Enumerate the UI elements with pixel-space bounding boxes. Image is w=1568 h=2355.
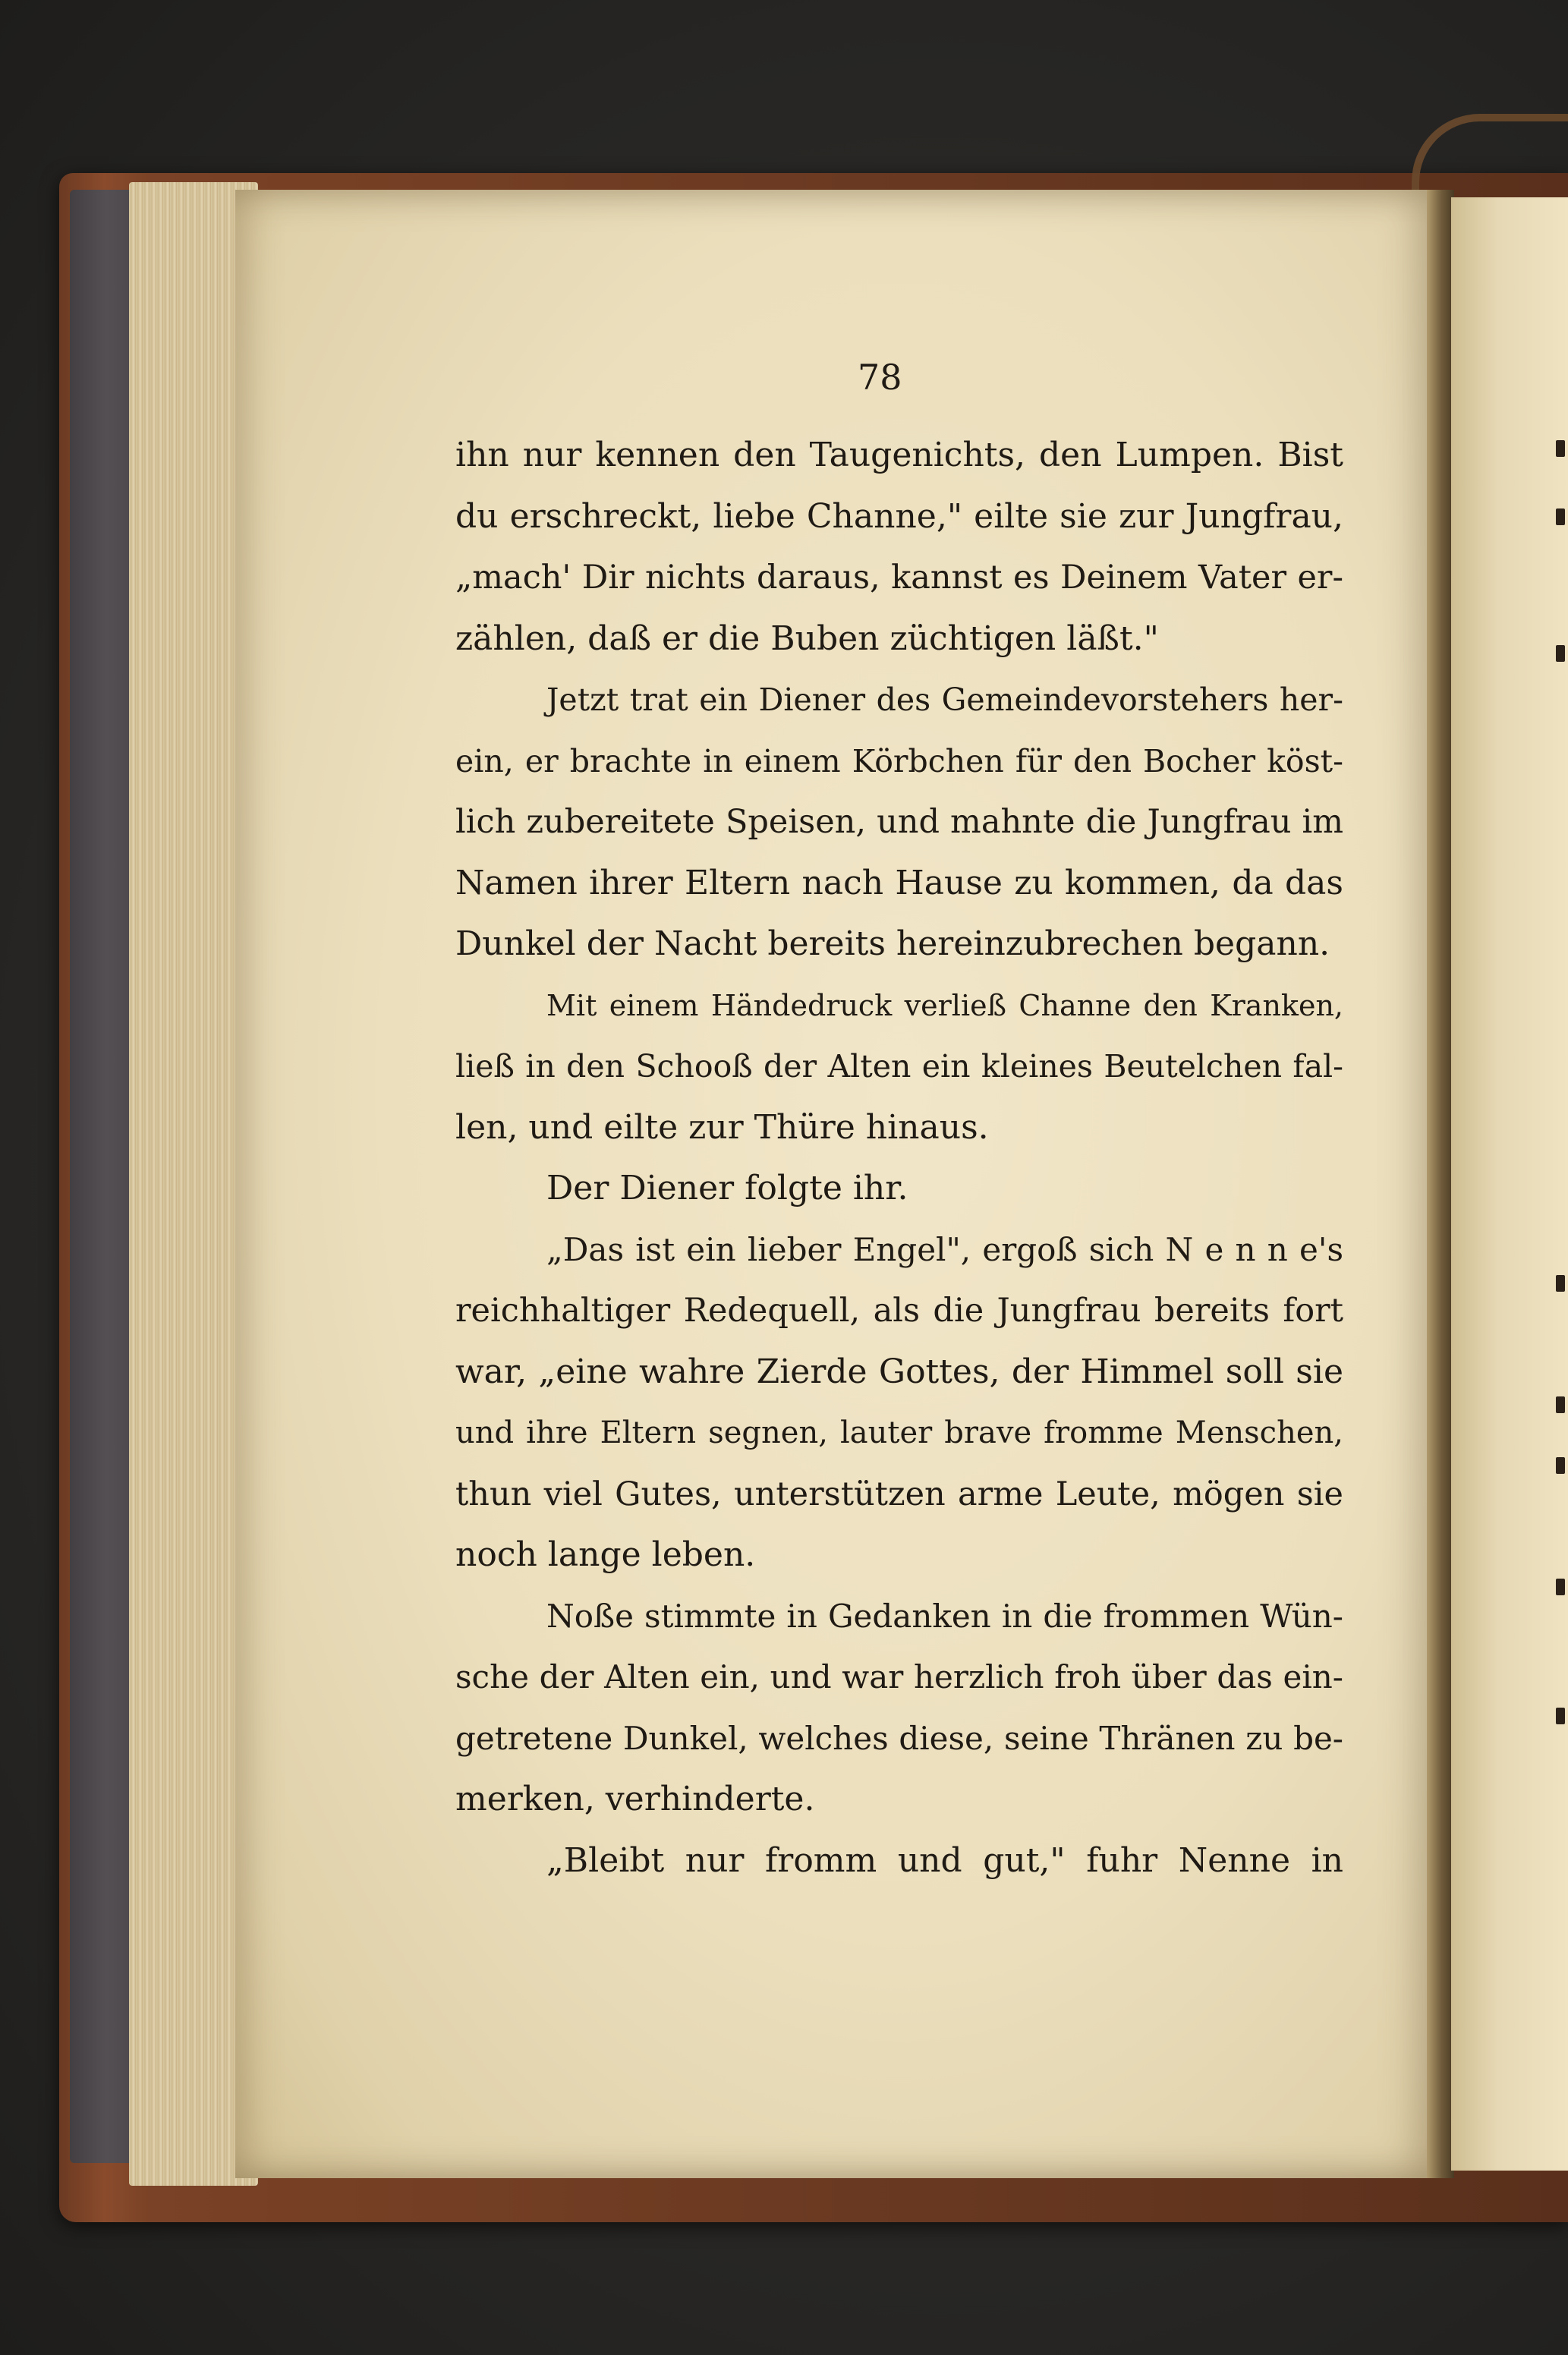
text-line: sche der Alten ein, und war herzlich froh über das ein-	[455, 1658, 1343, 1695]
text-line: Namen ihrer Eltern nach Hause zu kommen, da das	[455, 863, 1343, 902]
text-line: ein, er brachte in einem Körbchen für den Bocher köst-	[455, 742, 1343, 779]
book-page-right-fragment	[1451, 197, 1568, 2171]
right-page-glyph	[1556, 645, 1565, 662]
text-line: Noße stimmte in Gedanken in die frommen Wün-	[546, 1597, 1343, 1635]
right-page-glyph	[1556, 1579, 1565, 1595]
text-line: „Bleibt nur fromm und gut," fuhr Nenne in	[546, 1840, 1343, 1880]
text-line: ihn nur kennen den Taugenichts, den Lumpen. Bist	[455, 436, 1343, 474]
text-line: len, und eilte zur Thüre hinaus.	[455, 1107, 989, 1147]
text-line: zählen, daß er die Buben züchtigen läßt."	[455, 619, 1159, 658]
text-line: „Das ist ein lieber Engel", ergoß sich N e n n e's	[546, 1230, 1343, 1268]
text-line: lich zubereitete Speisen, und mahnte die Jungfrau im	[455, 803, 1343, 841]
right-page-glyph	[1556, 1396, 1565, 1413]
text-line: Dunkel der Nacht bereits hereinzubrechen begann.	[455, 924, 1330, 963]
text-line: Jetzt trat ein Diener des Gemeindevorstehers her-	[546, 682, 1343, 718]
text-line: reichhaltiger Redequell, als die Jungfrau bereits fort	[455, 1292, 1343, 1330]
right-page-glyph	[1556, 1708, 1565, 1724]
text-line: merken, verhinderte.	[455, 1780, 815, 1818]
book-gutter	[1427, 190, 1454, 2178]
text-line: Der Diener folgte ihr.	[546, 1169, 908, 1207]
right-page-glyph	[1556, 1457, 1565, 1474]
text-line: ließ in den Schooß der Alten ein kleines Beutelchen fal-	[455, 1048, 1343, 1085]
text-line: du erschreckt, liebe Channe," eilte sie zur Jungfrau,	[455, 496, 1343, 536]
text-line: getretene Dunkel, welches diese, seine Thränen zu be-	[455, 1719, 1343, 1757]
text-line: und ihre Eltern segnen, lauter brave fromme Menschen,	[455, 1415, 1343, 1450]
right-page-glyph	[1556, 440, 1565, 457]
text-line: Mit einem Händedruck verließ Channe den Kranken,	[546, 988, 1343, 1022]
right-page-glyph	[1556, 1275, 1565, 1292]
page-number: 78	[858, 357, 902, 398]
right-page-glyph	[1556, 508, 1565, 525]
text-line: noch lange leben.	[455, 1535, 756, 1574]
text-line: war, „eine wahre Zierde Gottes, der Himmel soll sie	[455, 1352, 1343, 1391]
page-body-text	[455, 425, 1343, 1891]
text-line: „mach' Dir nichts daraus, kannst es Deinem Vater er-	[455, 559, 1343, 597]
text-line: thun viel Gutes, unterstützen arme Leute, mögen sie	[455, 1475, 1343, 1513]
